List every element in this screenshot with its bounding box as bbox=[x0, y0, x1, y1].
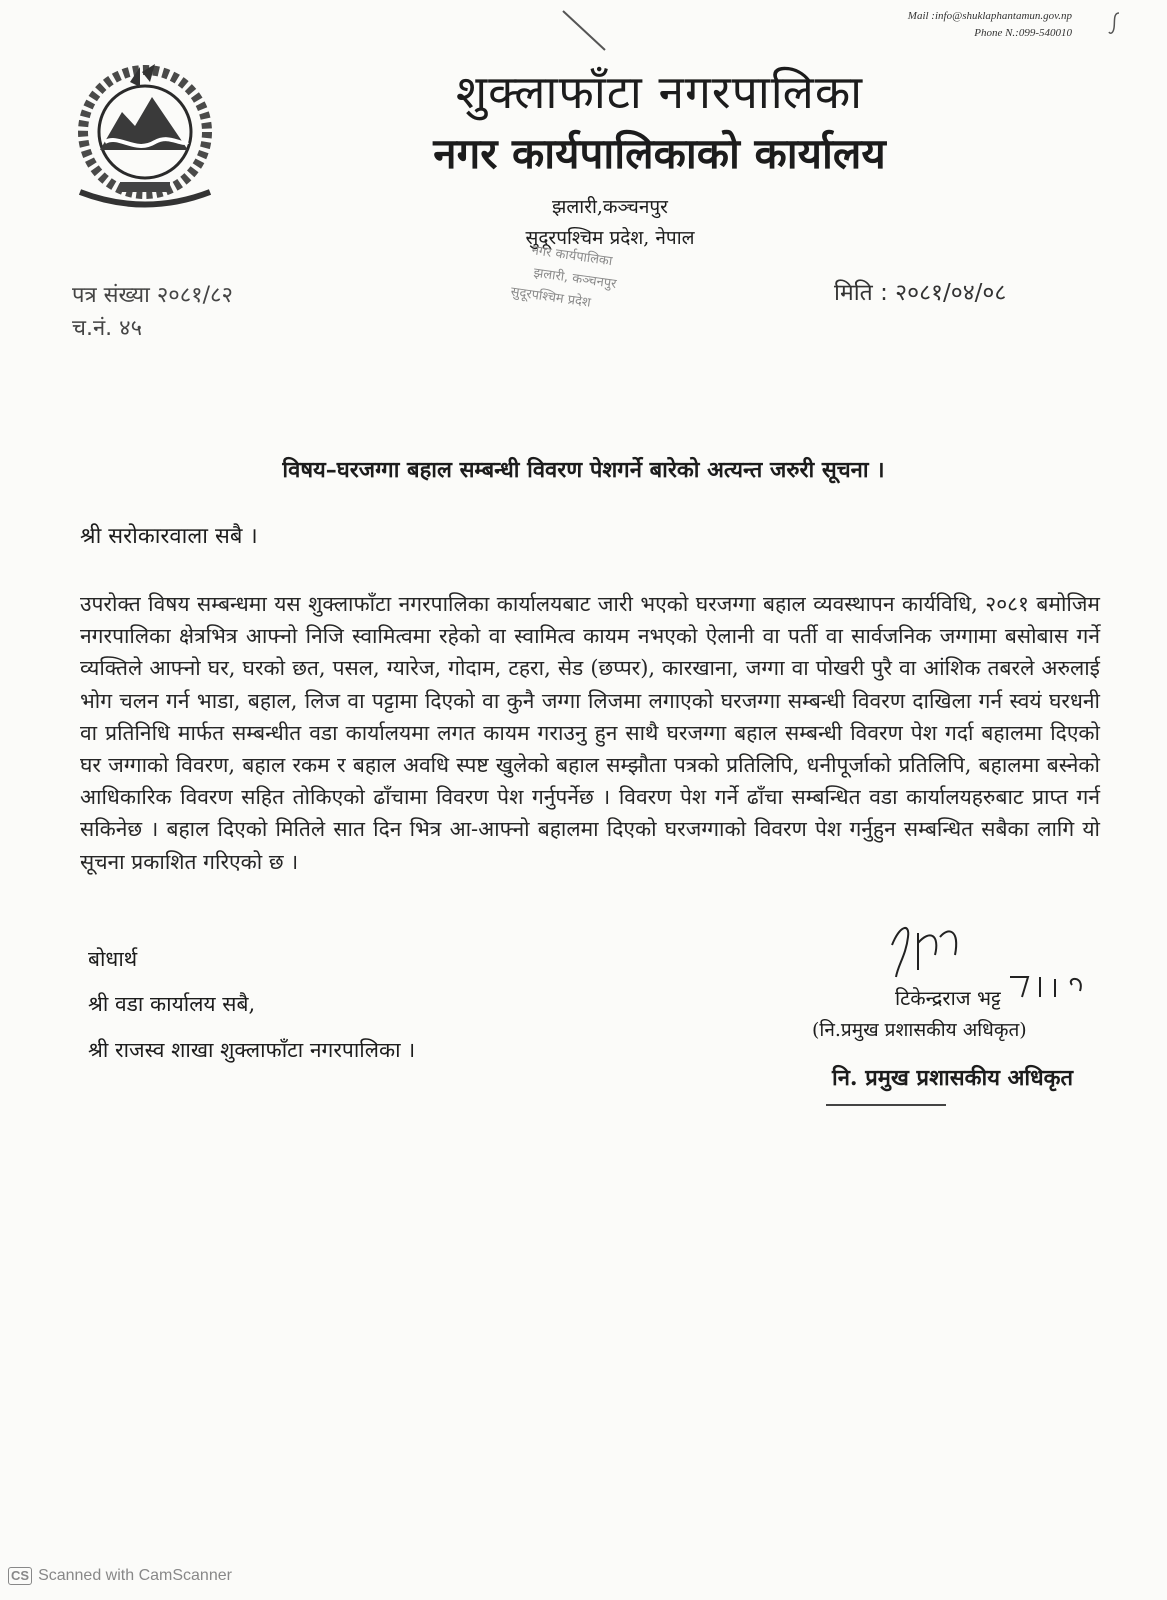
dispatch-number: च.नं. ४५ bbox=[72, 316, 143, 341]
office-stamp bbox=[498, 237, 672, 368]
signature-underline bbox=[826, 1104, 946, 1106]
cc-item: श्री वडा कार्यालय सबै, bbox=[88, 992, 256, 1016]
cc-heading: बोधार्थ bbox=[88, 947, 138, 971]
letter-date: मिति : २०८१/०४/०८ bbox=[834, 280, 1007, 306]
signatory-name: टिकेन्द्रराज भट्ट bbox=[895, 986, 1001, 1010]
stamp-line: सुदूरपश्चिम प्रदेश bbox=[509, 284, 592, 311]
pen-mark-icon bbox=[1105, 10, 1125, 38]
letter-number: पत्र संख्या २०८१/८२ bbox=[72, 283, 233, 308]
org-name: शुक्लाफाँटा नगरपालिका bbox=[455, 65, 864, 119]
stamp-line: नगर कार्यपालिका bbox=[530, 243, 614, 270]
scan-stroke-icon bbox=[560, 8, 610, 53]
camscanner-icon: CS bbox=[8, 1567, 32, 1585]
phone-text: Phone N.:099-540010 bbox=[974, 27, 1072, 39]
address-line-2: सुदूरपश्चिम प्रदेश, नेपाल bbox=[525, 227, 695, 249]
scanner-watermark bbox=[8, 1567, 232, 1585]
contact-block bbox=[908, 8, 1072, 42]
subject-line: विषय–घरजग्गा बहाल सम्बन्धी विवरण पेशगर्ने बारेको अत्यन्त जरुरी सूचना । bbox=[282, 457, 885, 483]
stamp-line: झलारी, कञ्चनपुर bbox=[532, 265, 618, 293]
address-line-1: झलारी,कञ्चनपुर bbox=[552, 196, 668, 218]
signatory-title: (नि.प्रमुख प्रशासकीय अधिकृत) bbox=[812, 1019, 1027, 1041]
watermark-text: Scanned with CamScanner bbox=[38, 1567, 232, 1584]
mail-text: Mail :info@shuklaphantamun.gov.np bbox=[907, 10, 1072, 22]
cc-item: श्री राजस्व शाखा शुक्लाफाँटा नगरपालिका । bbox=[88, 1038, 416, 1062]
salutation: श्री सरोकारवाला सबै । bbox=[80, 524, 258, 549]
signatory-title-bold: नि. प्रमुख प्रशासकीय अधिकृत bbox=[832, 1065, 1074, 1091]
letter-body: उपरोक्त विषय सम्बन्धमा यस शुक्लाफाँटा नगरपालिका कार्यालयबाट जारी भएको घरजग्गा बहाल व्यवस्थापन कार्यविधि, २०८१ बमोजिम नगरपालिका क्षेत्रभित्र आफ्नो निजि स्वामित्वमा रहेको वा स्वामित्व कायम नभएको ऐलानी वा पर्ती वा सार्वजनिक जग्गामा बसोबास गर्ने व्यक्तिले आफ्नो घर, घरको छत, पसल, ग्यारेज, गोदाम, टहरा, सेड (छप्पर), कारखाना, जग्गा वा पोखरी पुरै वा आंशिक तबरले अरुलाई भोग चलन गर्न भाडा, बहाल, लिज वा पट्टामा दिएको वा कुनै जग्गा लिजमा लगाएको घरजग्गा सम्बन्धी विवरण दाखिला गर्न स्वयं घरधनी वा प्रतिनिधि मार्फत सम्बन्धीत वडा कार्यालयमा लगत कायम गराउनु हुन साथै घरजग्गा बहाल सम्बन्धी विवरण पेश गर्दा बहालमा दिएको घर जग्गाको विवरण, बहाल रकम र बहाल अवधि स्पष्ट खुलेको बहाल सम्झौता पत्रको प्रतिलिपि, धनीपूर्जाको प्रतिलिपि, बहालमा बस्नेको आधिकारिक विवरण सहित तोकिएको ढाँचामा विवरण पेश गर्नुपर्नेछ । विवरण पेश गर्ने ढाँचा सम्बन्धित वडा कार्यालयहरुबाट प्राप्त गर्न सकिनेछ । बहाल दिएको मितिले सात दिन भित्र आ-आफ्नो बहालमा दिएको घरजग्गाको विवरण पेश गर्नुहुन सम्बन्धित सबैका लागि यो सूचना प्रकाशित गरिएको छ । bbox=[80, 592, 1100, 874]
office-name: नगर कार्यपालिकाको कार्यालय bbox=[433, 129, 886, 178]
